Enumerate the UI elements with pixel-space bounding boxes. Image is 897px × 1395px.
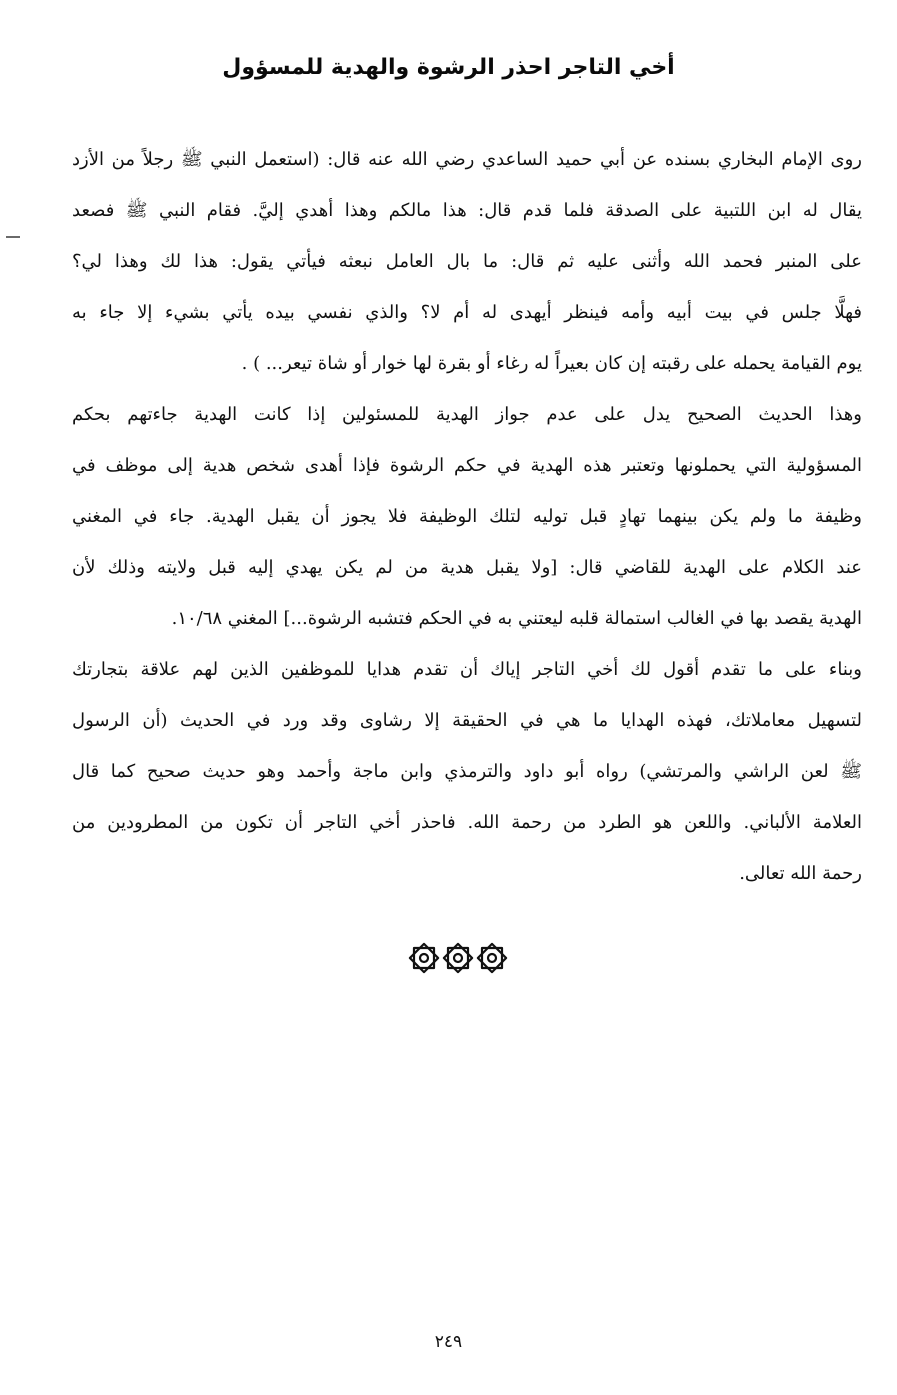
ornament-knot-icon [444, 944, 472, 972]
paragraph-line: فهلَّا جلس في بيت أبيه وأمه فينظر أيهدى له أم لا؟ والذي نفسي بيده يأتي بشيء إلا جاء به [72, 302, 862, 323]
ornament-knot-icon [410, 944, 438, 972]
paragraph-line: رحمة الله تعالى. [739, 863, 862, 884]
paragraph-line: وبناء على ما تقدم أقول لك أخي التاجر إياك أن تقدم هدايا للموظفين الذين لهم علاقة بتجارتك [72, 659, 862, 680]
paragraph-line: يوم القيامة يحمله على رقبته إن كان بعيراً له رغاء أو بقرة لها خوار أو شاة تيعر... ) . [241, 353, 862, 374]
ornament-knot-icon [478, 944, 506, 972]
paragraph-line: يقال له ابن اللتبية على الصدقة فلما قدم قال: هذا مالكم وهذا أهدي إليَّ. فقام النبي ﷺ فصعد [72, 200, 862, 221]
page-title: أخي التاجر احذر الرشوة والهدية للمسؤول [222, 55, 675, 80]
paragraph-line: الهدية يقصد بها في الغالب استمالة قلبه ليعتني به في الحكم فتشبه الرشوة...] المغني ١٠/٦٨. [171, 608, 862, 629]
section-divider-ornament-icon [408, 940, 508, 976]
paragraph-line: وهذا الحديث الصحيح يدل على عدم جواز الهدية للمسئولين إذا كانت الهدية جاءتهم بحكم [72, 404, 862, 425]
paragraph-line: وظيفة ما ولم يكن بينهما تهادٍ قبل توليه لتلك الوظيفة فلا يجوز أن يقبل الهدية. جاء في المغني [72, 506, 862, 527]
body-text [72, 134, 862, 899]
paragraph-line: عند الكلام على الهدية للقاضي قال: [ولا يقبل هدية من لم يكن يهدي إليه قبل ولايته وذلك لأن [72, 557, 862, 578]
paragraph-line: المسؤولية التي يحملونها وتعتبر هذه الهدية في حكم الرشوة فإذا أهدى شخص هدية إلى موظف في [72, 455, 862, 476]
paragraph-line: العلامة الألباني. واللعن هو الطرد من رحمة الله. فاحذر أخي التاجر أن تكون من المطرودين من [72, 812, 862, 833]
paragraph-line: ﷺ لعن الراشي والمرتشي) رواه أبو داود والترمذي وابن ماجة وأحمد وهو حديث صحيح كما قال [72, 761, 862, 782]
paragraph-line: لتسهيل معاملاتك، فهذه الهدايا ما هي في الحقيقة إلا رشاوى وقد ورد في الحديث (أن الرسول [72, 710, 862, 731]
paragraph-line: على المنبر فحمد الله وأثنى عليه ثم قال: ما بال العامل نبعثه فيأتي يقول: هذا لك وهذا لي؟ [72, 251, 862, 272]
margin-mark [6, 236, 20, 238]
page-number: ٢٤٩ [434, 1332, 463, 1352]
paragraph-line: روى الإمام البخاري بسنده عن أبي حميد الساعدي رضي الله عنه قال: (استعمل النبي ﷺ رجلاً من الأزد [72, 149, 862, 170]
